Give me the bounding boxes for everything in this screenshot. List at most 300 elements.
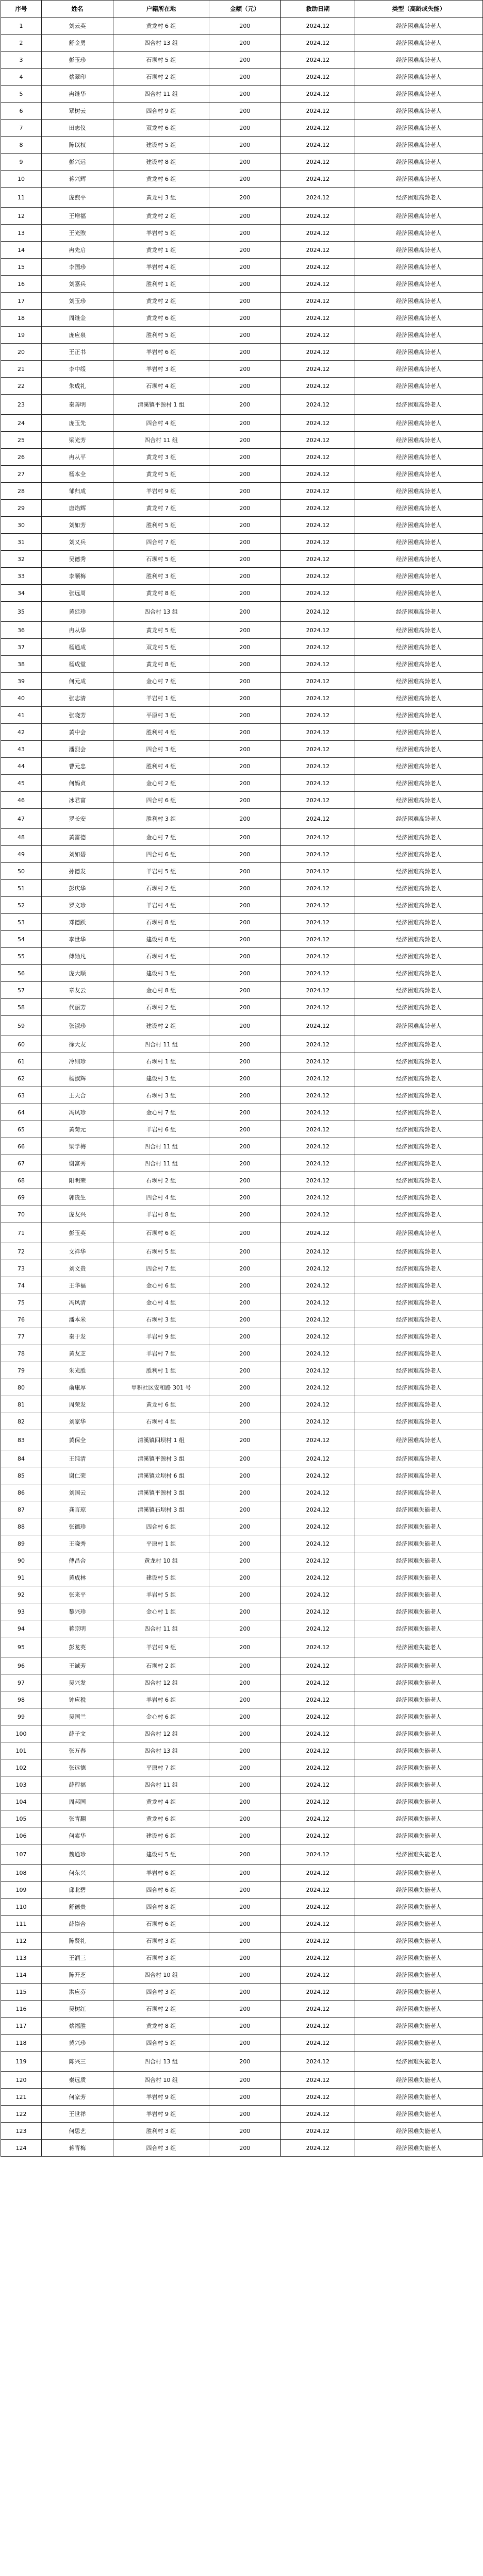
amount-cell: 200 xyxy=(209,1535,281,1552)
amount-cell: 200 xyxy=(209,1810,281,1827)
amount-cell: 200 xyxy=(209,2089,281,2106)
serial-number-cell: 18 xyxy=(1,310,42,327)
table-row xyxy=(1,673,483,690)
relief-type-cell: 经济困难高龄老人 xyxy=(355,1311,483,1328)
household-location-cell: 四合村 5 组 xyxy=(113,2035,209,2052)
serial-number-cell: 31 xyxy=(1,534,42,551)
name-cell: 陈贤礼 xyxy=(42,1933,113,1950)
amount-cell: 200 xyxy=(209,69,281,86)
relief-date-cell: 2024.12 xyxy=(281,2089,355,2106)
serial-number-cell: 40 xyxy=(1,690,42,707)
header-household-location: 户籍所在地 xyxy=(113,1,209,18)
amount-cell: 200 xyxy=(209,1725,281,1742)
household-location-cell: 黄龙村 4 组 xyxy=(113,1793,209,1810)
serial-number-cell: 57 xyxy=(1,982,42,999)
household-location-cell: 平原村 3 组 xyxy=(113,707,209,724)
name-cell: 覃树云 xyxy=(42,103,113,120)
relief-date-cell: 2024.12 xyxy=(281,2123,355,2140)
relief-date-cell: 2024.12 xyxy=(281,1223,355,1243)
table-row xyxy=(1,1243,483,1260)
serial-number-cell: 75 xyxy=(1,1294,42,1311)
name-cell: 刘国云 xyxy=(42,1484,113,1501)
relief-date-cell: 2024.12 xyxy=(281,880,355,897)
serial-number-cell: 44 xyxy=(1,758,42,775)
relief-date-cell: 2024.12 xyxy=(281,449,355,466)
name-cell: 冯风清 xyxy=(42,1294,113,1311)
relief-date-cell: 2024.12 xyxy=(281,1396,355,1413)
relief-date-cell: 2024.12 xyxy=(281,378,355,395)
amount-cell: 200 xyxy=(209,829,281,846)
relief-date-cell: 2024.12 xyxy=(281,690,355,707)
name-cell: 冯凤珍 xyxy=(42,1104,113,1121)
relief-date-cell: 2024.12 xyxy=(281,1379,355,1396)
table-row xyxy=(1,775,483,792)
household-location-cell: 四合村 7 组 xyxy=(113,1260,209,1277)
amount-cell: 200 xyxy=(209,1070,281,1087)
relief-type-cell: 经济困难高龄老人 xyxy=(355,585,483,602)
name-cell: 薛子文 xyxy=(42,1725,113,1742)
serial-number-cell: 59 xyxy=(1,1016,42,1036)
amount-cell: 200 xyxy=(209,1793,281,1810)
serial-number-cell: 107 xyxy=(1,1844,42,1865)
relief-date-cell: 2024.12 xyxy=(281,999,355,1016)
amount-cell: 200 xyxy=(209,1776,281,1793)
table-row xyxy=(1,415,483,432)
table-row xyxy=(1,758,483,775)
relief-roster-table xyxy=(1,0,483,2157)
relief-type-cell: 经济困难失能老人 xyxy=(355,1586,483,1603)
amount-cell: 200 xyxy=(209,931,281,948)
household-location-cell: 平原村 1 组 xyxy=(113,1535,209,1552)
relief-date-cell: 2024.12 xyxy=(281,1121,355,1138)
table-row xyxy=(1,1586,483,1603)
household-location-cell: 黄龙村 10 组 xyxy=(113,1552,209,1569)
name-cell: 黄菊元 xyxy=(42,1121,113,1138)
household-location-cell: 四合村 12 组 xyxy=(113,1725,209,1742)
relief-type-cell: 经济困难高龄老人 xyxy=(355,1328,483,1345)
relief-date-cell: 2024.12 xyxy=(281,395,355,415)
relief-type-cell: 经济困难高龄老人 xyxy=(355,395,483,415)
table-row xyxy=(1,1810,483,1827)
name-cell: 朱光胜 xyxy=(42,1362,113,1379)
name-cell: 陈开芝 xyxy=(42,1967,113,1984)
relief-date-cell: 2024.12 xyxy=(281,1725,355,1742)
serial-number-cell: 53 xyxy=(1,914,42,931)
table-row xyxy=(1,897,483,914)
relief-date-cell: 2024.12 xyxy=(281,276,355,293)
relief-type-cell: 经济困难失能老人 xyxy=(355,1844,483,1865)
relief-type-cell: 经济困难失能老人 xyxy=(355,1916,483,1933)
relief-type-cell: 经济困难高龄老人 xyxy=(355,1467,483,1484)
table-row xyxy=(1,1865,483,1882)
name-cell: 傅昌合 xyxy=(42,1552,113,1569)
name-cell: 文祥华 xyxy=(42,1243,113,1260)
serial-number-cell: 48 xyxy=(1,829,42,846)
table-row xyxy=(1,1844,483,1865)
table-row xyxy=(1,188,483,208)
household-location-cell: 建设村 8 组 xyxy=(113,154,209,171)
table-row xyxy=(1,551,483,568)
relief-type-cell: 经济困难高龄老人 xyxy=(355,863,483,880)
household-location-cell: 黄龙村 8 组 xyxy=(113,656,209,673)
relief-type-cell: 经济困难高龄老人 xyxy=(355,707,483,724)
table-row xyxy=(1,1413,483,1430)
relief-type-cell: 经济困难高龄老人 xyxy=(355,758,483,775)
relief-type-cell: 经济困难失能老人 xyxy=(355,1725,483,1742)
household-location-cell: 羊岩村 9 组 xyxy=(113,2089,209,2106)
amount-cell: 200 xyxy=(209,395,281,415)
amount-cell: 200 xyxy=(209,188,281,208)
table-row xyxy=(1,432,483,449)
serial-number-cell: 25 xyxy=(1,432,42,449)
amount-cell: 200 xyxy=(209,1933,281,1950)
table-row xyxy=(1,999,483,1016)
relief-type-cell: 经济困难失能老人 xyxy=(355,2035,483,2052)
relief-date-cell: 2024.12 xyxy=(281,1759,355,1776)
table-row xyxy=(1,1087,483,1104)
relief-type-cell: 经济困难失能老人 xyxy=(355,1984,483,2001)
name-cell: 黄保全 xyxy=(42,1430,113,1450)
serial-number-cell: 5 xyxy=(1,86,42,103)
serial-number-cell: 15 xyxy=(1,259,42,276)
household-location-cell: 黄龙村 6 组 xyxy=(113,1396,209,1413)
serial-number-cell: 68 xyxy=(1,1172,42,1189)
relief-date-cell: 2024.12 xyxy=(281,1172,355,1189)
table-row xyxy=(1,483,483,500)
household-location-cell: 石坝村 2 组 xyxy=(113,880,209,897)
name-cell: 李世华 xyxy=(42,931,113,948)
amount-cell: 200 xyxy=(209,999,281,1016)
relief-type-cell: 经济困难失能老人 xyxy=(355,2123,483,2140)
amount-cell: 200 xyxy=(209,1742,281,1759)
relief-type-cell: 经济困难高龄老人 xyxy=(355,1223,483,1243)
relief-type-cell: 经济困难高龄老人 xyxy=(355,534,483,551)
relief-date-cell: 2024.12 xyxy=(281,931,355,948)
relief-date-cell: 2024.12 xyxy=(281,758,355,775)
serial-number-cell: 63 xyxy=(1,1087,42,1104)
name-cell: 庞大顺 xyxy=(42,965,113,982)
serial-number-cell: 65 xyxy=(1,1121,42,1138)
amount-cell: 200 xyxy=(209,103,281,120)
serial-number-cell: 42 xyxy=(1,724,42,741)
name-cell: 秦于发 xyxy=(42,1328,113,1345)
amount-cell: 200 xyxy=(209,1206,281,1223)
relief-date-cell: 2024.12 xyxy=(281,1657,355,1674)
name-cell: 吴树红 xyxy=(42,2001,113,2018)
household-location-cell: 石坝村 4 组 xyxy=(113,948,209,965)
household-location-cell: 建设村 8 组 xyxy=(113,931,209,948)
serial-number-cell: 47 xyxy=(1,809,42,829)
relief-date-cell: 2024.12 xyxy=(281,2001,355,2018)
name-cell: 秦善明 xyxy=(42,395,113,415)
relief-type-cell: 经济困难失能老人 xyxy=(355,1882,483,1899)
relief-date-cell: 2024.12 xyxy=(281,914,355,931)
amount-cell: 200 xyxy=(209,1189,281,1206)
name-cell: 蔡翠印 xyxy=(42,69,113,86)
relief-date-cell: 2024.12 xyxy=(281,259,355,276)
name-cell: 彭玉英 xyxy=(42,1223,113,1243)
household-location-cell: 石坝村 5 组 xyxy=(113,52,209,69)
name-cell: 潘烈会 xyxy=(42,741,113,758)
table-row xyxy=(1,1620,483,1637)
household-location-cell: 四合村 4 组 xyxy=(113,415,209,432)
name-cell: 庞应泉 xyxy=(42,327,113,344)
household-location-cell: 黄龙村 1 组 xyxy=(113,242,209,259)
relief-date-cell: 2024.12 xyxy=(281,415,355,432)
relief-type-cell: 经济困难高龄老人 xyxy=(355,1277,483,1294)
serial-number-cell: 22 xyxy=(1,378,42,395)
serial-number-cell: 8 xyxy=(1,137,42,154)
table-row xyxy=(1,948,483,965)
table-row xyxy=(1,2052,483,2072)
household-location-cell: 黄龙村 5 组 xyxy=(113,466,209,483)
amount-cell: 200 xyxy=(209,982,281,999)
amount-cell: 200 xyxy=(209,1865,281,1882)
relief-date-cell: 2024.12 xyxy=(281,897,355,914)
relief-date-cell: 2024.12 xyxy=(281,707,355,724)
amount-cell: 200 xyxy=(209,863,281,880)
name-cell: 刘玉珍 xyxy=(42,293,113,310)
household-location-cell: 羊岩村 4 组 xyxy=(113,897,209,914)
serial-number-cell: 46 xyxy=(1,792,42,809)
household-location-cell: 四合村 3 组 xyxy=(113,2140,209,2157)
serial-number-cell: 119 xyxy=(1,2052,42,2072)
relief-date-cell: 2024.12 xyxy=(281,154,355,171)
relief-type-cell: 经济困难高龄老人 xyxy=(355,1121,483,1138)
name-cell: 薛程福 xyxy=(42,1776,113,1793)
name-cell: 梁光芳 xyxy=(42,432,113,449)
serial-number-cell: 50 xyxy=(1,863,42,880)
name-cell: 李顺梅 xyxy=(42,568,113,585)
table-row xyxy=(1,2106,483,2123)
name-cell: 龚言琼 xyxy=(42,1501,113,1518)
household-location-cell: 胜利村 4 组 xyxy=(113,758,209,775)
household-location-cell: 四合村 6 组 xyxy=(113,792,209,809)
serial-number-cell: 84 xyxy=(1,1450,42,1467)
name-cell: 潘本米 xyxy=(42,1311,113,1328)
household-location-cell: 黄龙村 8 组 xyxy=(113,585,209,602)
serial-number-cell: 81 xyxy=(1,1396,42,1413)
relief-date-cell: 2024.12 xyxy=(281,982,355,999)
relief-type-cell: 经济困难高龄老人 xyxy=(355,517,483,534)
name-cell: 周荣发 xyxy=(42,1396,113,1413)
name-cell: 梁学梅 xyxy=(42,1138,113,1155)
serial-number-cell: 35 xyxy=(1,602,42,622)
relief-date-cell: 2024.12 xyxy=(281,1742,355,1759)
relief-date-cell: 2024.12 xyxy=(281,1138,355,1155)
amount-cell: 200 xyxy=(209,2035,281,2052)
relief-date-cell: 2024.12 xyxy=(281,432,355,449)
table-row xyxy=(1,103,483,120)
relief-date-cell: 2024.12 xyxy=(281,1328,355,1345)
relief-type-cell: 经济困难高龄老人 xyxy=(355,327,483,344)
amount-cell: 200 xyxy=(209,846,281,863)
relief-date-cell: 2024.12 xyxy=(281,361,355,378)
household-location-cell: 羊岩村 9 组 xyxy=(113,483,209,500)
name-cell: 黄成林 xyxy=(42,1569,113,1586)
serial-number-cell: 109 xyxy=(1,1882,42,1899)
relief-type-cell: 经济困难失能老人 xyxy=(355,1950,483,1967)
serial-number-cell: 70 xyxy=(1,1206,42,1223)
serial-number-cell: 80 xyxy=(1,1379,42,1396)
table-row xyxy=(1,225,483,242)
household-location-cell: 建设村 6 组 xyxy=(113,1827,209,1844)
relief-type-cell: 经济困难高龄老人 xyxy=(355,1362,483,1379)
table-row xyxy=(1,1776,483,1793)
name-cell: 黄廷珍 xyxy=(42,602,113,622)
household-location-cell: 四合村 11 组 xyxy=(113,1036,209,1053)
relief-type-cell: 经济困难高龄老人 xyxy=(355,52,483,69)
amount-cell: 200 xyxy=(209,1138,281,1155)
relief-date-cell: 2024.12 xyxy=(281,1793,355,1810)
name-cell: 田志仪 xyxy=(42,120,113,137)
household-location-cell: 羊岩村 1 组 xyxy=(113,690,209,707)
name-cell: 刘又兵 xyxy=(42,534,113,551)
relief-date-cell: 2024.12 xyxy=(281,2140,355,2157)
household-location-cell: 金心村 8 组 xyxy=(113,982,209,999)
table-row xyxy=(1,1759,483,1776)
amount-cell: 200 xyxy=(209,1362,281,1379)
relief-type-cell: 经济困难高龄老人 xyxy=(355,1172,483,1189)
amount-cell: 200 xyxy=(209,1637,281,1657)
name-cell: 唐焰辉 xyxy=(42,500,113,517)
household-location-cell: 胜利村 3 组 xyxy=(113,2123,209,2140)
name-cell: 王诚芳 xyxy=(42,1657,113,1674)
serial-number-cell: 27 xyxy=(1,466,42,483)
relief-date-cell: 2024.12 xyxy=(281,1586,355,1603)
relief-date-cell: 2024.12 xyxy=(281,500,355,517)
relief-date-cell: 2024.12 xyxy=(281,1827,355,1844)
relief-date-cell: 2024.12 xyxy=(281,1569,355,1586)
relief-date-cell: 2024.12 xyxy=(281,120,355,137)
name-cell: 何素华 xyxy=(42,1827,113,1844)
serial-number-cell: 89 xyxy=(1,1535,42,1552)
relief-type-cell: 经济困难高龄老人 xyxy=(355,1450,483,1467)
household-location-cell: 羊岩村 5 组 xyxy=(113,1586,209,1603)
table-row xyxy=(1,1328,483,1345)
name-cell: 何妈贞 xyxy=(42,775,113,792)
relief-date-cell: 2024.12 xyxy=(281,1155,355,1172)
table-row xyxy=(1,965,483,982)
household-location-cell: 四合村 13 组 xyxy=(113,2052,209,2072)
household-location-cell: 羊岩村 7 组 xyxy=(113,1345,209,1362)
amount-cell: 200 xyxy=(209,1691,281,1708)
name-cell: 罗长安 xyxy=(42,809,113,829)
table-row xyxy=(1,1053,483,1070)
name-cell: 阳明荣 xyxy=(42,1172,113,1189)
name-cell: 蔡福胜 xyxy=(42,2018,113,2035)
name-cell: 何元成 xyxy=(42,673,113,690)
relief-date-cell: 2024.12 xyxy=(281,1552,355,1569)
amount-cell: 200 xyxy=(209,1311,281,1328)
amount-cell: 200 xyxy=(209,276,281,293)
amount-cell: 200 xyxy=(209,2001,281,2018)
amount-cell: 200 xyxy=(209,1016,281,1036)
table-row xyxy=(1,1172,483,1189)
amount-cell: 200 xyxy=(209,602,281,622)
relief-type-cell: 经济困难失能老人 xyxy=(355,1501,483,1518)
name-cell: 钟应税 xyxy=(42,1691,113,1708)
name-cell: 罗文珍 xyxy=(42,897,113,914)
amount-cell: 200 xyxy=(209,327,281,344)
household-location-cell: 石坝村 2 组 xyxy=(113,1657,209,1674)
relief-date-cell: 2024.12 xyxy=(281,2072,355,2089)
household-location-cell: 胜利村 5 组 xyxy=(113,517,209,534)
relief-date-cell: 2024.12 xyxy=(281,1243,355,1260)
household-location-cell: 胜利村 5 组 xyxy=(113,327,209,344)
relief-date-cell: 2024.12 xyxy=(281,1933,355,1950)
household-location-cell: 金心村 6 组 xyxy=(113,1708,209,1725)
household-location-cell: 四合村 7 组 xyxy=(113,534,209,551)
relief-type-cell: 经济困难失能老人 xyxy=(355,1637,483,1657)
amount-cell: 200 xyxy=(209,1243,281,1260)
relief-date-cell: 2024.12 xyxy=(281,517,355,534)
name-cell: 王华福 xyxy=(42,1277,113,1294)
relief-date-cell: 2024.12 xyxy=(281,656,355,673)
serial-number-cell: 16 xyxy=(1,276,42,293)
amount-cell: 200 xyxy=(209,914,281,931)
relief-date-cell: 2024.12 xyxy=(281,2106,355,2123)
amount-cell: 200 xyxy=(209,1328,281,1345)
table-row xyxy=(1,1121,483,1138)
name-cell: 秦远质 xyxy=(42,2072,113,2089)
name-cell: 邓德跃 xyxy=(42,914,113,931)
relief-type-cell: 经济困难高龄老人 xyxy=(355,1413,483,1430)
relief-date-cell: 2024.12 xyxy=(281,673,355,690)
relief-date-cell: 2024.12 xyxy=(281,310,355,327)
serial-number-cell: 97 xyxy=(1,1674,42,1691)
amount-cell: 200 xyxy=(209,35,281,52)
relief-date-cell: 2024.12 xyxy=(281,1189,355,1206)
relief-type-cell: 经济困难高龄老人 xyxy=(355,1379,483,1396)
relief-date-cell: 2024.12 xyxy=(281,1535,355,1552)
household-location-cell: 黄龙村 5 组 xyxy=(113,622,209,639)
relief-date-cell: 2024.12 xyxy=(281,1603,355,1620)
name-cell: 李中绥 xyxy=(42,361,113,378)
household-location-cell: 四合村 13 组 xyxy=(113,35,209,52)
serial-number-cell: 124 xyxy=(1,2140,42,2157)
name-cell: 何东兴 xyxy=(42,1865,113,1882)
table-row xyxy=(1,276,483,293)
name-cell: 李国珍 xyxy=(42,259,113,276)
table-row xyxy=(1,1725,483,1742)
household-location-cell: 建设村 5 组 xyxy=(113,1569,209,1586)
serial-number-cell: 34 xyxy=(1,585,42,602)
amount-cell: 200 xyxy=(209,1882,281,1899)
relief-type-cell: 经济困难高龄老人 xyxy=(355,792,483,809)
serial-number-cell: 19 xyxy=(1,327,42,344)
relief-date-cell: 2024.12 xyxy=(281,1294,355,1311)
serial-number-cell: 12 xyxy=(1,208,42,225)
relief-type-cell: 经济困难失能老人 xyxy=(355,1810,483,1827)
household-location-cell: 胜利村 3 组 xyxy=(113,568,209,585)
name-cell: 彭玉珍 xyxy=(42,52,113,69)
household-location-cell: 黄龙村 2 组 xyxy=(113,208,209,225)
household-location-cell: 建设村 5 组 xyxy=(113,137,209,154)
table-row xyxy=(1,585,483,602)
relief-type-cell: 经济困难失能老人 xyxy=(355,1518,483,1535)
amount-cell: 200 xyxy=(209,208,281,225)
table-header-row xyxy=(1,1,483,18)
name-cell: 张志清 xyxy=(42,690,113,707)
household-location-cell: 四合村 12 组 xyxy=(113,1674,209,1691)
household-location-cell: 石坝村 4 组 xyxy=(113,1413,209,1430)
household-location-cell: 羊岩村 6 组 xyxy=(113,344,209,361)
serial-number-cell: 74 xyxy=(1,1277,42,1294)
name-cell: 曹元忠 xyxy=(42,758,113,775)
name-cell: 周邦国 xyxy=(42,1793,113,1810)
amount-cell: 200 xyxy=(209,1087,281,1104)
